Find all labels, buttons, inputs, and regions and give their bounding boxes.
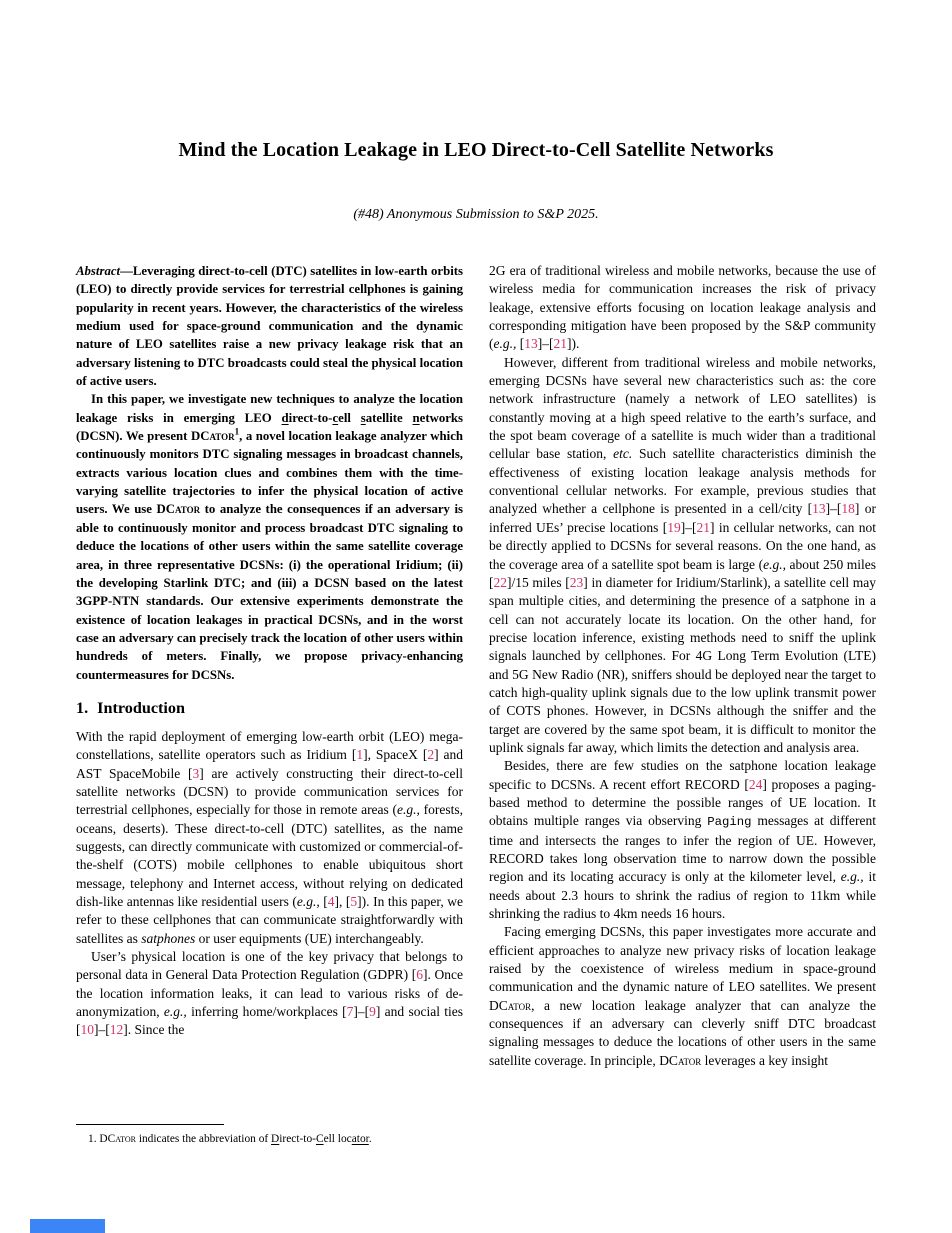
intro-paragraph-1: With the rapid deployment of emerging low-earth orbit (LEO) mega-constellations, satellite operators such as Iridium [1], SpaceX [2] and AST SpaceMobile [3] are actively constructing their direct-to-cell satellite networks (DCSN) to provide communication services for terrestrial cellphones, especially for those in remote areas (e.g., forests, oceans, deserts). These direct-to-cell (DTC) satellites, as the name suggests, can directly communicate with customized or commercial-of-the-shelf (COTS) mobile cellphones to enable ubiquitous short message, telephony and Internet access, without relying on dedicated dish-like antennas like residential users (e.g., [4], [5]). In this paper, we refer to these cellphones that can communicate straightforwardly with satellites as satphones or user equipments (UE) interchangeably. bbox=[76, 728, 463, 946]
bottom-left-blue-bar bbox=[30, 1219, 105, 1233]
section-number: 1. bbox=[76, 698, 89, 717]
right-paragraph-2: However, different from traditional wireless and mobile networks, emerging DCSNs have several new characteristics such as: the core network infrastructure (namely a network of LEO satellites) is constantly moving at a high speed relative to the earth’s surface, and the spot beam coverage of a satellite is much wider than a traditional cellular base station, etc. Such satellite characteristics diminish the effectiveness of existing location leakage analysis methods for conventional cellular networks. For example, previous studies that analyzed whether a cellphone is presented in a cell/city [13]–[18] or inferred UEs’ precise locations [19]–[21] in cellular networks, can not be directly applied to DCSNs for several reasons. On the one hand, as the coverage area of a satellite spot beam is large (e.g., about 250 miles [22]/15 miles [23] in diameter for Iridium/Starlink), a satellite cell may span multiple cities, and determining the presence of a satphone in a cell can not accurately locate its location. On the other hand, for precise location inference, existing methods need to sniff the uplink signals launched by cellphones. For 4G Long Term Evolution (LTE) and 5G New Radio (NR), sniffers should be deployed near the target to catch high-quality uplink signals due to the low uplink transmit power of COTS phones. However, in DCSNs although the sniffer and the target are covered by the same spot beam, it is difficult to monitor the uplink signals far away, which limits the detection and analysis area. bbox=[489, 354, 877, 755]
two-column-body bbox=[76, 262, 876, 1146]
abstract-paragraph-2: In this paper, we investigate new techniques to analyze the location leakage risks in emerging LEO direct-to-cell satellite networks (DCSN). We present DCator$^1$, a novel location leakage analyzer which continuously monitors DTC signaling messages in broadcast channels, extracts various location clues and combines them with the time-varying satellite trajectories to infer the physical location of active users. We use DCator to analyze the consequences if an adversary is able to continuously monitor and process broadcast DTC signaling to deduce the locations of other users within the same satellite coverage area, in three representative DCSNs: (i) the operational Iridium; (ii) the developing Starlink DTC; and (iii) a DCSN based on the latest 3GPP-NTN standards. Our extensive experiments demonstrate the existence of location leakages in practical DCSNs, and in the worst case an adversary can precisely track the location of other users within hundreds of meters. Finally, we propose privacy-enhancing countermeasures for DCSNs. bbox=[76, 392, 464, 682]
paper-title: Mind the Location Leakage in LEO Direct-to-Cell Satellite Networks bbox=[178, 139, 774, 161]
right-paragraph-4: Facing emerging DCSNs, this paper investigates more accurate and efficient approaches to analyze new privacy risks of location leakage raised by the coexistence of wireless medium in space-ground communication and the dynamic nature of LEO satellites. We present DCator, a new location leakage analyzer that can analyze the consequences if an adversary can cleverly sniff DTC broadcast signaling messages to deduce the locations of other users in the same satellite coverage. In principle, DCator leverages a key insight bbox=[489, 924, 876, 1068]
right-paragraph-1: 2G era of traditional wireless and mobile networks, because the use of wireless media for communication increases the risk of privacy leakage, extensive efforts focusing on location leakage analysis and corresponding mitigation have been proposed by the S&P community (e.g., [13]–[21]). bbox=[489, 263, 876, 352]
right-paragraph-3: Besides, there are few studies on the satphone location leakage specific to DCSNs. A recent effort RECORD [24] proposes a paging-based method to determine the possible ranges of UE location. It obtains multiple ranges via observing Paging messages at different time and intersects the ranges to infer the region of UE. However, RECORD takes long observation time to narrow down the possible region and its locating accuracy is only at the kilometer level, e.g., it needs about 2.3 hours to shrink the radius of region to 11km while shrinking the radius to 4km needs 16 hours. bbox=[489, 758, 876, 922]
footnote-rule bbox=[76, 1124, 224, 1125]
section-title: Introduction bbox=[97, 698, 185, 717]
abstract-paragraph-1: Abstract—Leveraging direct-to-cell (DTC) satellites in low-earth orbits (LEO) to directly provide services for terrestrial cellphones is gaining popularity in recent years. However, the characteristics of the wireless medium used for space-ground communication and the dynamic nature of LEO satellites raise a new privacy leakage risk that an adversary listening to DTC broadcasts could steal the physical location of active users. bbox=[76, 264, 463, 389]
author-line: (#48) Anonymous Submission to S&P 2025. bbox=[353, 207, 599, 222]
left-column bbox=[76, 262, 463, 1146]
footnote-1: 1. DCator indicates the abbreviation of Direct-to-Cell locator. bbox=[88, 1132, 372, 1145]
footnote-block bbox=[76, 1124, 463, 1147]
right-column bbox=[489, 262, 876, 1146]
section-heading-introduction bbox=[76, 699, 463, 718]
intro-paragraph-2: User’s physical location is one of the key privacy that belongs to personal data in General Data Protection Regulation (GDPR) [6]. Once the location information leaks, it can lead to various risks of de-anonymization, e.g., inferring home/workplaces [7]–[9] and social ties [10]–[12]. Since the bbox=[76, 949, 463, 1038]
